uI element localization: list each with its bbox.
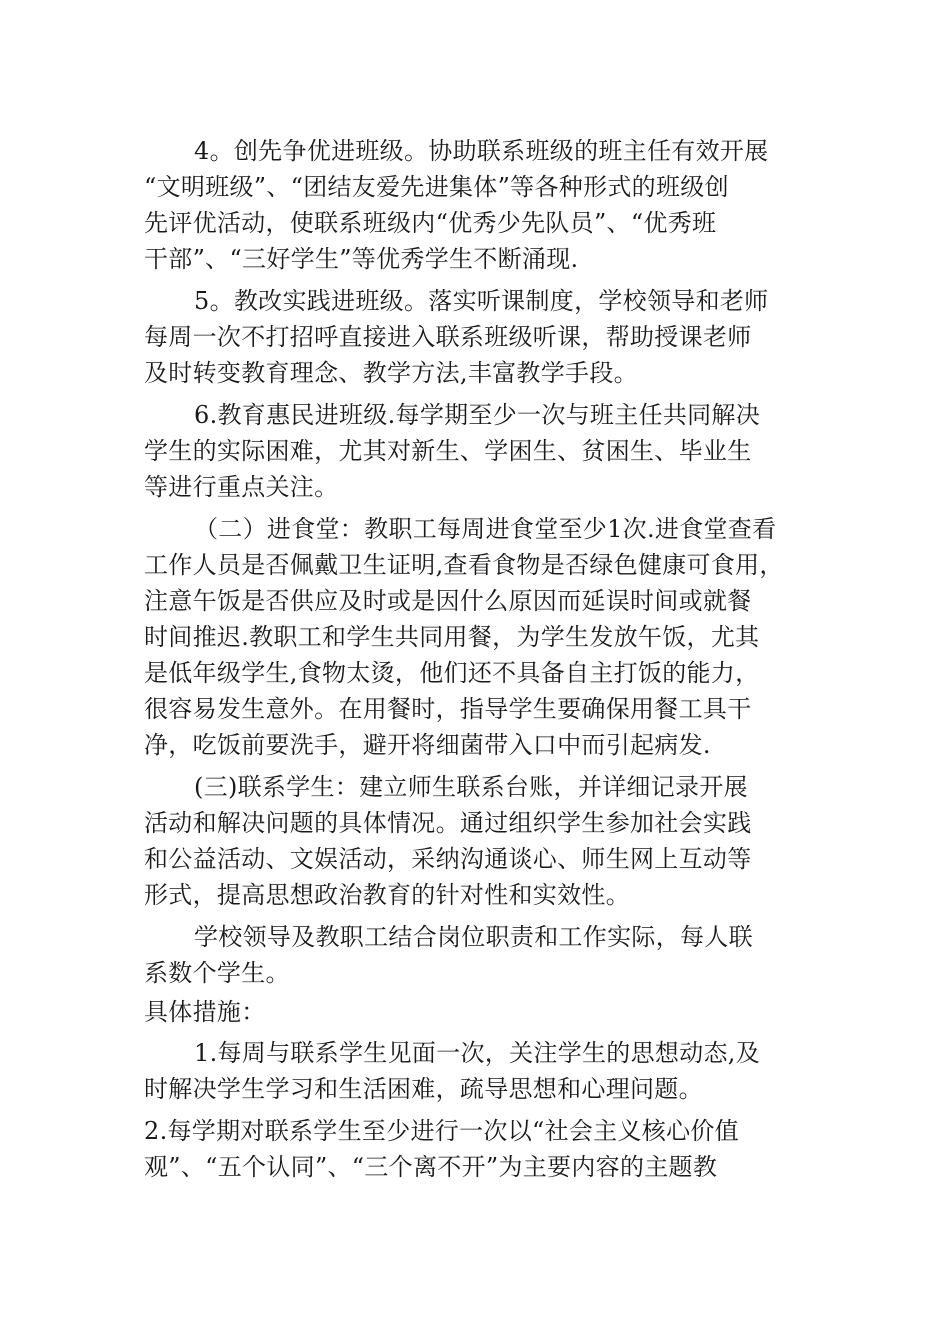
text-line: 5。教改实践进班级。落实听课制度，学校领导和老师 bbox=[194, 287, 769, 315]
text-line: 每周一次不打招呼直接进入联系班级听课，帮助授课老师 bbox=[144, 323, 752, 351]
text-line: 形式，提高思想政治教育的针对性和实效性。 bbox=[144, 881, 630, 909]
text-line: 观”、“五个认同”、“三个离不开”为主要内容的主题教 bbox=[144, 1153, 718, 1181]
text-line: 是低年级学生,食物太烫，他们还不具备自主打饭的能力， bbox=[144, 659, 760, 687]
text-line: 6.教育惠民进班级.每学期至少一次与班主任共同解决 bbox=[194, 401, 761, 429]
text-line: （二）进食堂：教职工每周进食堂至少1次.进食堂查看 bbox=[194, 515, 777, 543]
section-heading: 具体措施： bbox=[144, 998, 266, 1026]
text-line: 很容易发生意外。在用餐时，指导学生要确保用餐工具干 bbox=[144, 695, 752, 723]
text-line: 学生的实际困难，尤其对新生、学困生、贫困生、毕业生 bbox=[144, 437, 752, 465]
text-line: 先评优活动，使联系班级内“优秀少先队员”、“优秀班 bbox=[144, 209, 717, 237]
text-line: 注意午饭是否供应及时或是因什么原因而延误时间或就餐 bbox=[144, 587, 752, 615]
text-line: 净，吃饭前要洗手，避开将细菌带入口中而引起病发. bbox=[144, 731, 711, 759]
text-line: 4。创先争优进班级。协助联系班级的班主任有效开展 bbox=[194, 137, 769, 165]
text-line: 学校领导及教职工结合岗位职责和工作实际，每人联 bbox=[194, 923, 753, 951]
text-line: 系数个学生。 bbox=[144, 959, 290, 987]
text-line: 等进行重点关注。 bbox=[144, 473, 339, 501]
text-line: 1.每周与联系学生见面一次，关注学生的思想动态,及 bbox=[194, 1039, 761, 1067]
text-line: 及时转变教育理念、教学方法,丰富教学手段。 bbox=[144, 359, 638, 387]
text-line: “文明班级”、“团结友爱先进集体”等各种形式的班级创 bbox=[144, 173, 729, 201]
text-line: 2.每学期对联系学生至少进行一次以“社会主义核心价值 bbox=[144, 1117, 739, 1145]
text-line: 工作人员是否佩戴卫生证明,查看食物是否绿色健康可食用， bbox=[144, 551, 784, 579]
text-line: 时解决学生学习和生活困难，疏导思想和心理问题。 bbox=[144, 1075, 703, 1103]
text-line: (三)联系学生：建立师生联系台账，并详细记录开展 bbox=[194, 773, 748, 801]
text-line: 干部”、“三好学生”等优秀学生不断涌现. bbox=[144, 245, 579, 273]
text-line: 时间推迟.教职工和学生共同用餐，为学生发放午饭，尤其 bbox=[144, 623, 760, 651]
text-line: 和公益活动、文娱活动，采纳沟通谈心、师生网上互动等 bbox=[144, 845, 752, 873]
text-line: 活动和解决问题的具体情况。通过组织学生参加社会实践 bbox=[144, 809, 752, 837]
